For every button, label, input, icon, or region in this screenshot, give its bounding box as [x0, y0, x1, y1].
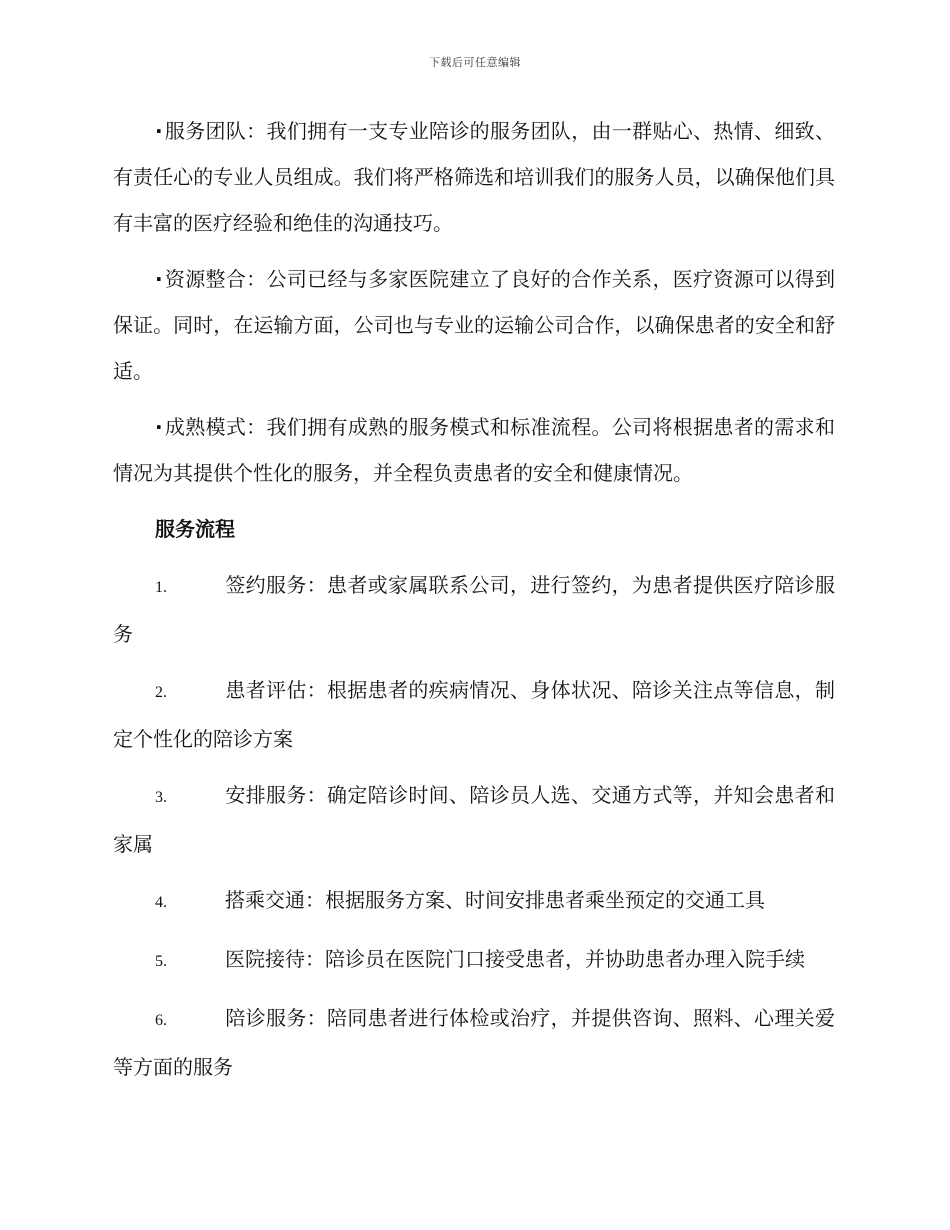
- paragraph-text: 成熟模式：我们拥有成熟的服务模式和标准流程。公司将根据患者的需求和情况为其提供个性化的服务，并全程负责患者的安全和健康情况。: [113, 415, 835, 485]
- step-text: 医院接待：陪诊员在医院门口接受患者，并协助患者办理入院手续: [225, 947, 805, 971]
- step-text: 搭乘交通：根据服务方案、时间安排患者乘坐预定的交通工具: [225, 888, 765, 912]
- paragraph-service-team: [113, 108, 835, 246]
- step-number: 4.: [155, 894, 167, 911]
- page-header-note: 下载后可任意编辑: [429, 56, 521, 69]
- list-item-step: [113, 562, 835, 657]
- paragraph-resource-integration: [113, 256, 835, 394]
- list-item-step: [113, 995, 835, 1090]
- list-item-step: [113, 936, 835, 985]
- step-text: 陪诊服务：陪同患者进行体检或治疗，并提供咨询、照料、心理关爱等方面的服务: [113, 1006, 835, 1079]
- paragraph-text: 资源整合：公司已经与多家医院建立了良好的合作关系，医疗资源可以得到保证。同时，在运输方面，公司也与专业的运输公司合作，以确保患者的安全和舒适。: [113, 267, 835, 383]
- paragraph-mature-model: [113, 404, 835, 496]
- step-number: 6.: [155, 1012, 167, 1029]
- section-title: 服务流程: [155, 517, 235, 541]
- paragraph-text: 服务团队：我们拥有一支专业陪诊的服务团队，由一群贴心、热情、细致、有责任心的专业人员组成。我们将严格筛选和培训我们的服务人员，以确保他们具有丰富的医疗经验和绝佳的沟通技巧。: [113, 119, 835, 235]
- step-number: 5.: [155, 953, 167, 970]
- step-number: 3.: [155, 789, 167, 806]
- list-item-step: [113, 877, 835, 926]
- step-text: 患者评估：根据患者的疾病情况、身体状况、陪诊关注点等信息，制定个性化的陪诊方案: [113, 678, 835, 751]
- step-number: 2.: [155, 684, 167, 701]
- step-number: 1.: [155, 579, 167, 596]
- document-body: [113, 108, 835, 1100]
- bullet-marker: ·: [155, 119, 163, 143]
- bullet-marker: ·: [155, 267, 163, 291]
- list-item-step: [113, 667, 835, 762]
- bullet-marker: ·: [155, 415, 163, 439]
- step-text: 安排服务：确定陪诊时间、陪诊员人选、交通方式等，并知会患者和家属: [113, 783, 835, 856]
- step-text: 签约服务：患者或家属联系公司，进行签约，为患者提供医疗陪诊服务: [113, 573, 835, 646]
- list-item-step: [113, 772, 835, 867]
